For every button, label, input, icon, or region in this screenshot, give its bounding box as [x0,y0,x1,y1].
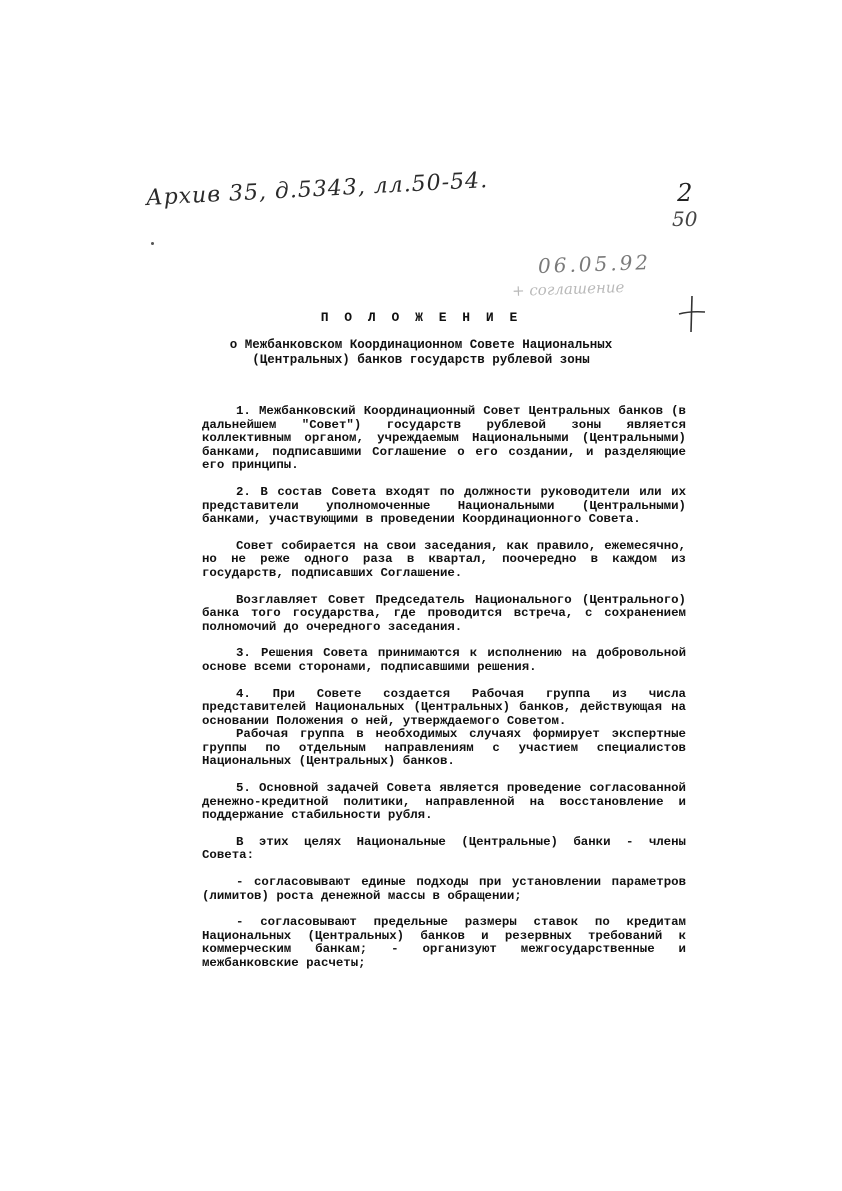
document-title: П О Л О Ж Е Н И Е [320,310,522,325]
ink-dot [151,242,154,245]
paragraph-9: В этих целях Национальные (Центральные) банки - члены Совета: [202,834,686,863]
paragraph-8: 5. Основной задачей Совета является проведение согласованной денежно-кредитной политики, направленной на восстановление и поддержание стабильности рубля. [202,781,686,823]
paragraph-6: 4. При Совете создается Рабочая группа из числа представителей Национальных (Центральных) банков, действующая на основании Положения о ней, утверждаемого Советом. [202,686,686,728]
archive-reference-handwritten: Архив 35, д.5343, лл.50-54. [145,168,489,211]
sheet-number-handwritten [672,180,697,232]
paragraph-10: - согласовывают единые подходы при установлении параметров (лимитов) роста денежной массы в обращении; [202,875,686,903]
sheet-number: 2 [677,179,693,207]
subtitle-line-2: (Центральных) банков государств рублевой зоны [252,353,590,367]
paragraph-1: 1. Межбанковский Координационный Совет Центральных банков (в дальнейшем "Совет") государств рублевой зоны является коллективным органом, учреждаемым Национальными (Центральными) банками, подписавшими Соглашение о его создании, и разделяющие его принципы. [202,404,686,473]
sheet-number-sub: 50 [672,207,698,231]
subtitle-line-1: о Межбанковском Координационном Совете Национальных [229,338,613,352]
document-subtitle [0,338,842,368]
paragraph-2: 2. В состав Совета входят по должности руководители или их представители уполномоченные Национальными (Центральными) банками, участвующими в проведении Координационного Совета. [202,484,686,527]
paragraph-11: - согласовывают предельные размеры ставок по кредитам Национальных (Центральных) банков и резервных требований к коммерческим банкам; - организуют межгосударственные и межбанковские расчеты; [202,915,686,970]
paragraph-4: Возглавляет Совет Председатель Национального (Центрального) банка того государства, где проводится встреча, с сохранением полномочий до очередного заседания. [202,592,686,634]
document-body [202,405,686,984]
date-handwritten: 06.05.92 [537,250,652,278]
paragraph-7: Рабочая группа в необходимых случаях формирует экспертные группы по отдельным направлениям с участием специалистов Национальных (Центральных) банков. [202,727,686,769]
faint-handwritten-note: + соглашение [511,278,625,300]
paragraph-3: Совет собирается на свои заседания, как правило, ежемесячно, но не реже одного раза в квартал, поочередно в каждом из государств, подписавших Соглашение. [202,538,686,580]
paragraph-5: 3. Решения Совета принимаются к исполнению на добровольной основе всеми сторонами, подписавшими решения. [202,646,686,674]
